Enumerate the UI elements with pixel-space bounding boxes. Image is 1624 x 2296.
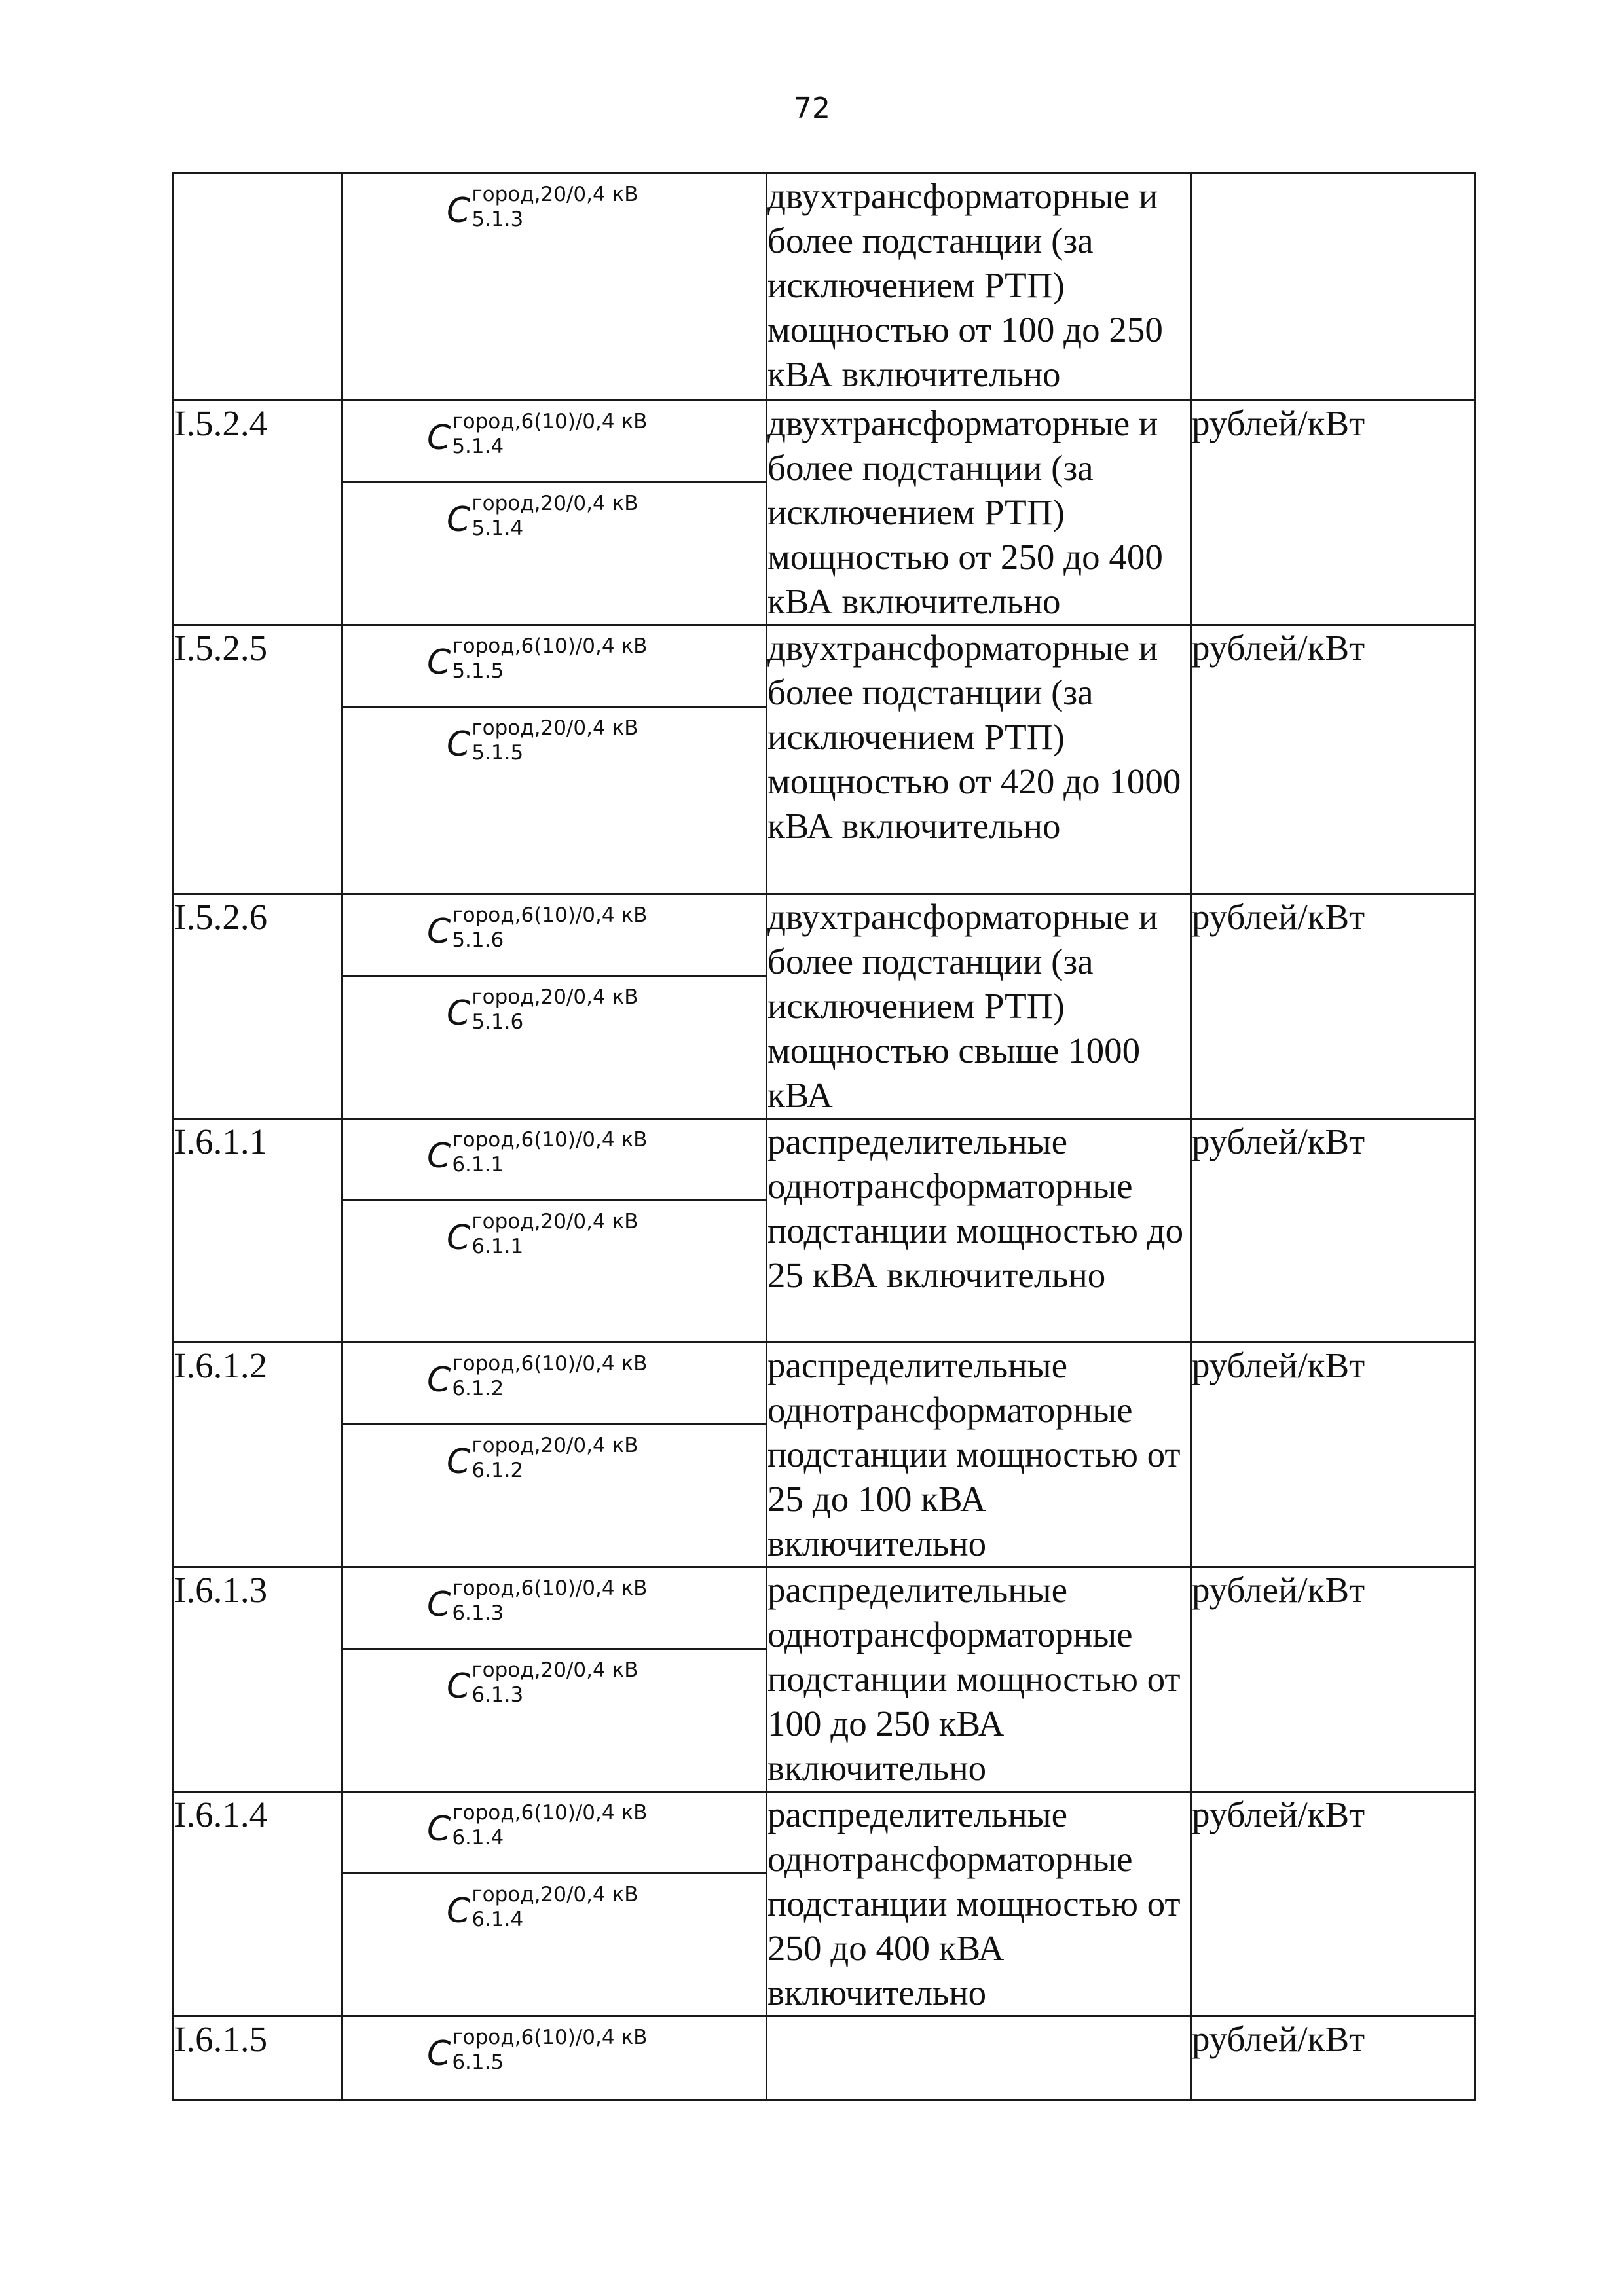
symbol-cell xyxy=(342,401,767,625)
row-unit: рублей/кВт xyxy=(1191,1343,1475,1567)
table-row xyxy=(174,1567,1475,1792)
symbol-base: C xyxy=(447,1218,471,1258)
symbol-superscript: город,6(10)/0,4 кВ xyxy=(452,1352,648,1376)
symbol-cell xyxy=(342,625,767,894)
rate-symbol xyxy=(343,1423,766,1505)
symbol-cell xyxy=(342,1343,767,1567)
symbol-base: C xyxy=(427,418,451,458)
symbol-cell xyxy=(342,1119,767,1343)
row-code: I.5.2.5 xyxy=(174,625,342,894)
symbol-superscript: город,6(10)/0,4 кВ xyxy=(452,1128,648,1152)
symbol-base: C xyxy=(427,1585,451,1624)
symbol-base: C xyxy=(447,994,471,1033)
row-unit: рублей/кВт xyxy=(1191,1792,1475,2016)
symbol-base: C xyxy=(447,1667,471,1706)
symbol-superscript: город,20/0,4 кВ xyxy=(471,985,638,1009)
row-unit xyxy=(1191,173,1475,401)
symbol-superscript: город,20/0,4 кВ xyxy=(471,1658,638,1682)
symbol-subscript: 5.1.6 xyxy=(452,928,504,952)
symbol-cell xyxy=(342,894,767,1119)
symbol-subscript: 6.1.3 xyxy=(471,1683,524,1707)
row-description: распределительные однотрансформаторные подстанции мощностью от 25 до 100 кВА включительно xyxy=(767,1343,1191,1567)
rates-table xyxy=(172,172,1476,2101)
row-description: двухтрансформаторные и более подстанции (за исключением РТП) мощностью свыше 1000 кВА xyxy=(767,894,1191,1119)
row-unit: рублей/кВт xyxy=(1191,1567,1475,1792)
symbol-subscript: 6.1.4 xyxy=(471,1908,524,1931)
table-row xyxy=(174,894,1475,1119)
row-unit: рублей/кВт xyxy=(1191,1119,1475,1343)
row-description: распределительные однотрансформаторные подстанции мощностью до 25 кВА включительно xyxy=(767,1119,1191,1343)
rate-symbol xyxy=(343,975,766,1057)
symbol-base: C xyxy=(447,500,471,539)
rate-symbol xyxy=(343,1199,766,1281)
symbol-cell xyxy=(342,2016,767,2100)
row-description: двухтрансформаторные и более подстанции (за исключением РТП) мощностью от 250 до 400 кВА включительно xyxy=(767,401,1191,625)
row-description: распределительные однотрансформаторные подстанции мощностью от 100 до 250 кВА включительно xyxy=(767,1567,1191,1792)
symbol-cell xyxy=(342,1567,767,1792)
symbol-base: C xyxy=(427,1810,451,1849)
symbol-subscript: 5.1.3 xyxy=(471,208,524,231)
symbol-subscript: 6.1.2 xyxy=(452,1377,504,1400)
rate-symbol xyxy=(343,481,766,563)
symbol-subscript: 5.1.4 xyxy=(471,517,524,540)
symbol-cell xyxy=(342,1792,767,2016)
table-row xyxy=(174,401,1475,625)
table-row xyxy=(174,1792,1475,2016)
row-description xyxy=(767,2016,1191,2100)
symbol-base: C xyxy=(427,2034,451,2073)
symbol-subscript: 5.1.6 xyxy=(471,1010,524,1034)
row-description: двухтрансформаторные и более подстанции (за исключением РТП) мощностью от 420 до 1000 кВА включительно xyxy=(767,625,1191,894)
table-row xyxy=(174,2016,1475,2100)
symbol-subscript: 5.1.5 xyxy=(452,659,504,683)
symbol-subscript: 6.1.3 xyxy=(452,1601,504,1625)
rate-symbol xyxy=(343,1343,766,1423)
symbol-base: C xyxy=(447,725,471,764)
symbol-superscript: город,6(10)/0,4 кВ xyxy=(452,1576,648,1600)
row-unit: рублей/кВт xyxy=(1191,2016,1475,2100)
symbol-superscript: город,20/0,4 кВ xyxy=(471,716,638,740)
symbol-subscript: 6.1.2 xyxy=(471,1459,524,1482)
table-row xyxy=(174,1343,1475,1567)
symbol-subscript: 5.1.4 xyxy=(452,435,504,458)
symbol-superscript: город,20/0,4 кВ xyxy=(471,492,638,515)
table-row xyxy=(174,1119,1475,1343)
symbol-superscript: город,20/0,4 кВ xyxy=(471,1210,638,1233)
rate-symbol xyxy=(343,626,766,706)
symbol-base: C xyxy=(427,1137,451,1176)
row-code: I.6.1.4 xyxy=(174,1792,342,2016)
rate-symbol xyxy=(343,1568,766,1648)
rate-symbol xyxy=(343,1793,766,1872)
rate-symbol xyxy=(343,401,766,481)
rate-symbol xyxy=(343,174,766,254)
symbol-base: C xyxy=(427,912,451,951)
symbol-base: C xyxy=(427,643,451,682)
symbol-superscript: город,20/0,4 кВ xyxy=(471,1434,638,1457)
symbol-subscript: 6.1.1 xyxy=(471,1235,524,1258)
table-row xyxy=(174,625,1475,894)
rate-symbol xyxy=(343,2017,766,2097)
row-code: I.6.1.1 xyxy=(174,1119,342,1343)
rate-symbol xyxy=(343,895,766,975)
symbol-subscript: 5.1.5 xyxy=(471,741,524,765)
symbol-subscript: 6.1.1 xyxy=(452,1153,504,1176)
row-code: I.5.2.4 xyxy=(174,401,342,625)
row-description: двухтрансформаторные и более подстанции (за исключением РТП) мощностью от 100 до 250 кВА включительно xyxy=(767,173,1191,401)
table-row xyxy=(174,173,1475,401)
row-code: I.5.2.6 xyxy=(174,894,342,1119)
row-unit: рублей/кВт xyxy=(1191,401,1475,625)
row-code xyxy=(174,173,342,401)
rate-symbol xyxy=(343,706,766,788)
symbol-superscript: город,6(10)/0,4 кВ xyxy=(452,1801,648,1825)
symbol-base: C xyxy=(447,1442,471,1482)
row-code: I.6.1.5 xyxy=(174,2016,342,2100)
rate-symbol xyxy=(343,1120,766,1199)
row-unit: рублей/кВт xyxy=(1191,894,1475,1119)
row-code: I.6.1.3 xyxy=(174,1567,342,1792)
symbol-base: C xyxy=(427,1360,451,1400)
symbol-superscript: город,6(10)/0,4 кВ xyxy=(452,2026,648,2049)
row-description: распределительные однотрансформаторные подстанции мощностью от 250 до 400 кВА включительно xyxy=(767,1792,1191,2016)
symbol-superscript: город,20/0,4 кВ xyxy=(471,183,638,206)
symbol-superscript: город,20/0,4 кВ xyxy=(471,1883,638,1906)
symbol-subscript: 6.1.4 xyxy=(452,1826,504,1850)
symbol-base: C xyxy=(447,191,471,230)
symbol-superscript: город,6(10)/0,4 кВ xyxy=(452,634,648,658)
rate-symbol xyxy=(343,1872,766,1954)
rate-symbol xyxy=(343,1648,766,1730)
row-code: I.6.1.2 xyxy=(174,1343,342,1567)
symbol-subscript: 6.1.5 xyxy=(452,2050,504,2074)
symbol-superscript: город,6(10)/0,4 кВ xyxy=(452,410,648,433)
symbol-cell xyxy=(342,173,767,401)
symbol-base: C xyxy=(447,1891,471,1931)
page-number: 72 xyxy=(794,92,830,125)
row-unit: рублей/кВт xyxy=(1191,625,1475,894)
symbol-superscript: город,6(10)/0,4 кВ xyxy=(452,903,648,927)
